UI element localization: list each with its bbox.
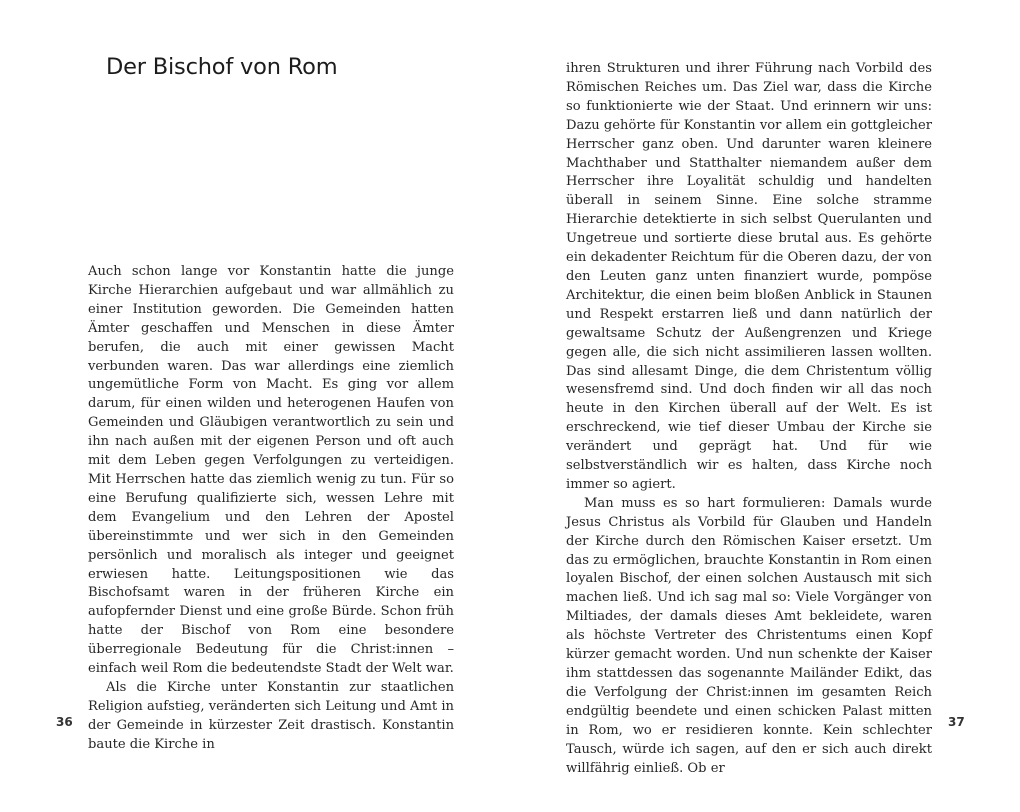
right-page [510, 0, 1020, 812]
paragraph: Auch schon lange vor Konstantin hatte die junge Kirche Hierarchien aufgebaut und war allmählich zu einer Institution geworden. Die Gemeinden hatten Ämter geschaffen und Menschen in diese Ämter berufen, die auch mit einer gewissen Macht verbunden waren. Das war allerdings eine ziemlich ungemütliche Form von Macht. Es ging vor allem darum, für einen wilden und heterogenen Haufen von Gemeinden und Gläubigen verantwortlich zu sein und ihn nach außen mit der eigenen Person und oft auch mit dem Leben gegen Verfolgungen zu verteidigen. Mit Herrschen hatte das ziemlich wenig zu tun. Für so eine Berufung qualifizierte sich, wessen Lehre mit dem Evangelium und den Lehren der Apostel übereinstimmte und wer sich in den Gemeinden persönlich und moralisch als integer und geeignet erwiesen hatte. Leitungspositionen wie das Bischofsamt waren in der früheren Kirche ein aufopfernder Dienst und eine große Bürde. Schon früh hatte der Bischof von Rom eine besondere überregionale Bedeutung für die Christ:innen – einfach weil Rom die bedeutendste Stadt der Welt war. [88, 264, 454, 677]
page-number-right: 37 [948, 715, 965, 729]
chapter-title: Der Bischof von Rom [106, 54, 338, 80]
paragraph: Als die Kirche unter Konstantin zur staatlichen Religion aufstieg, veränderten sich Leitung und Amt in der Gemeinde in kürzester Zeit drastisch. Konstantin baute die Kirche in [88, 679, 454, 752]
paragraph: ihren Strukturen und ihrer Führung nach Vorbild des Römischen Reiches um. Das Ziel war, dass die Kirche so funktionierte wie der Staat. Und erinnern wir uns: Dazu gehörte für Konstantin vor allem ein gottgleicher Herrscher ganz oben. Und darunter waren kleinere Machthaber und Statthalter niemandem außer dem Herrscher ihre Loyalität schuldig und handelten überall in seinem Sinne. Eine solche stramme Hierarchie detektierte in sich selbst Querulanten und Ungetreue und sortierte diese brutal aus. Es gehörte ein dekadenter Reichtum für die Oberen dazu, der von den Leuten ganz unten finanziert wurde, pompöse Architektur, die einen beim bloßen Anblick in Staunen und Respekt erstarren ließ und dann natürlich der gewaltsame Schutz der Außengrenzen und Kriege gegen alle, die sich nicht assimilieren lassen wollten. Das sind allesamt Dinge, die dem Christentum völlig wesensfremd sind. Und doch finden wir all das noch heute in den Kirchen überall auf der Welt. Es ist erschreckend, wie tief dieser Umbau der Kirche sie verändert und geprägt hat. Und für wie selbstverständlich wir es halten, dass Kirche noch immer so agiert. [566, 61, 932, 492]
page-number-left: 36 [56, 715, 73, 729]
paragraph: Man muss es so hart formulieren: Damals wurde Jesus Christus als Vorbild für Glauben und Handeln der Kirche durch den Römischen Kaiser ersetzt. Um das zu ermöglichen, brauchte Konstantin in Rom einen loyalen Bischof, der einen solchen Austausch mit sich machen ließ. Und ich sag mal so: Viele Vorgänger von Miltiades, der damals dieses Amt bekleidete, waren als höchste Vertreter des Christentums einen Kopf kürzer gemacht worden. Und nun schenkte der Kaiser ihm stattdessen das sogenannte Mailänder Edikt, das die Verfolgung der Christ:innen im gesamten Reich endgültig beendete und einen schicken Palast mitten in Rom, wo er residieren konnte. Kein schlechter Tausch, würde ich sagen, auf den er sich auch direkt willfährig einließ. Ob er [566, 495, 932, 776]
left-page-body [88, 263, 454, 755]
right-page-body [566, 60, 932, 778]
